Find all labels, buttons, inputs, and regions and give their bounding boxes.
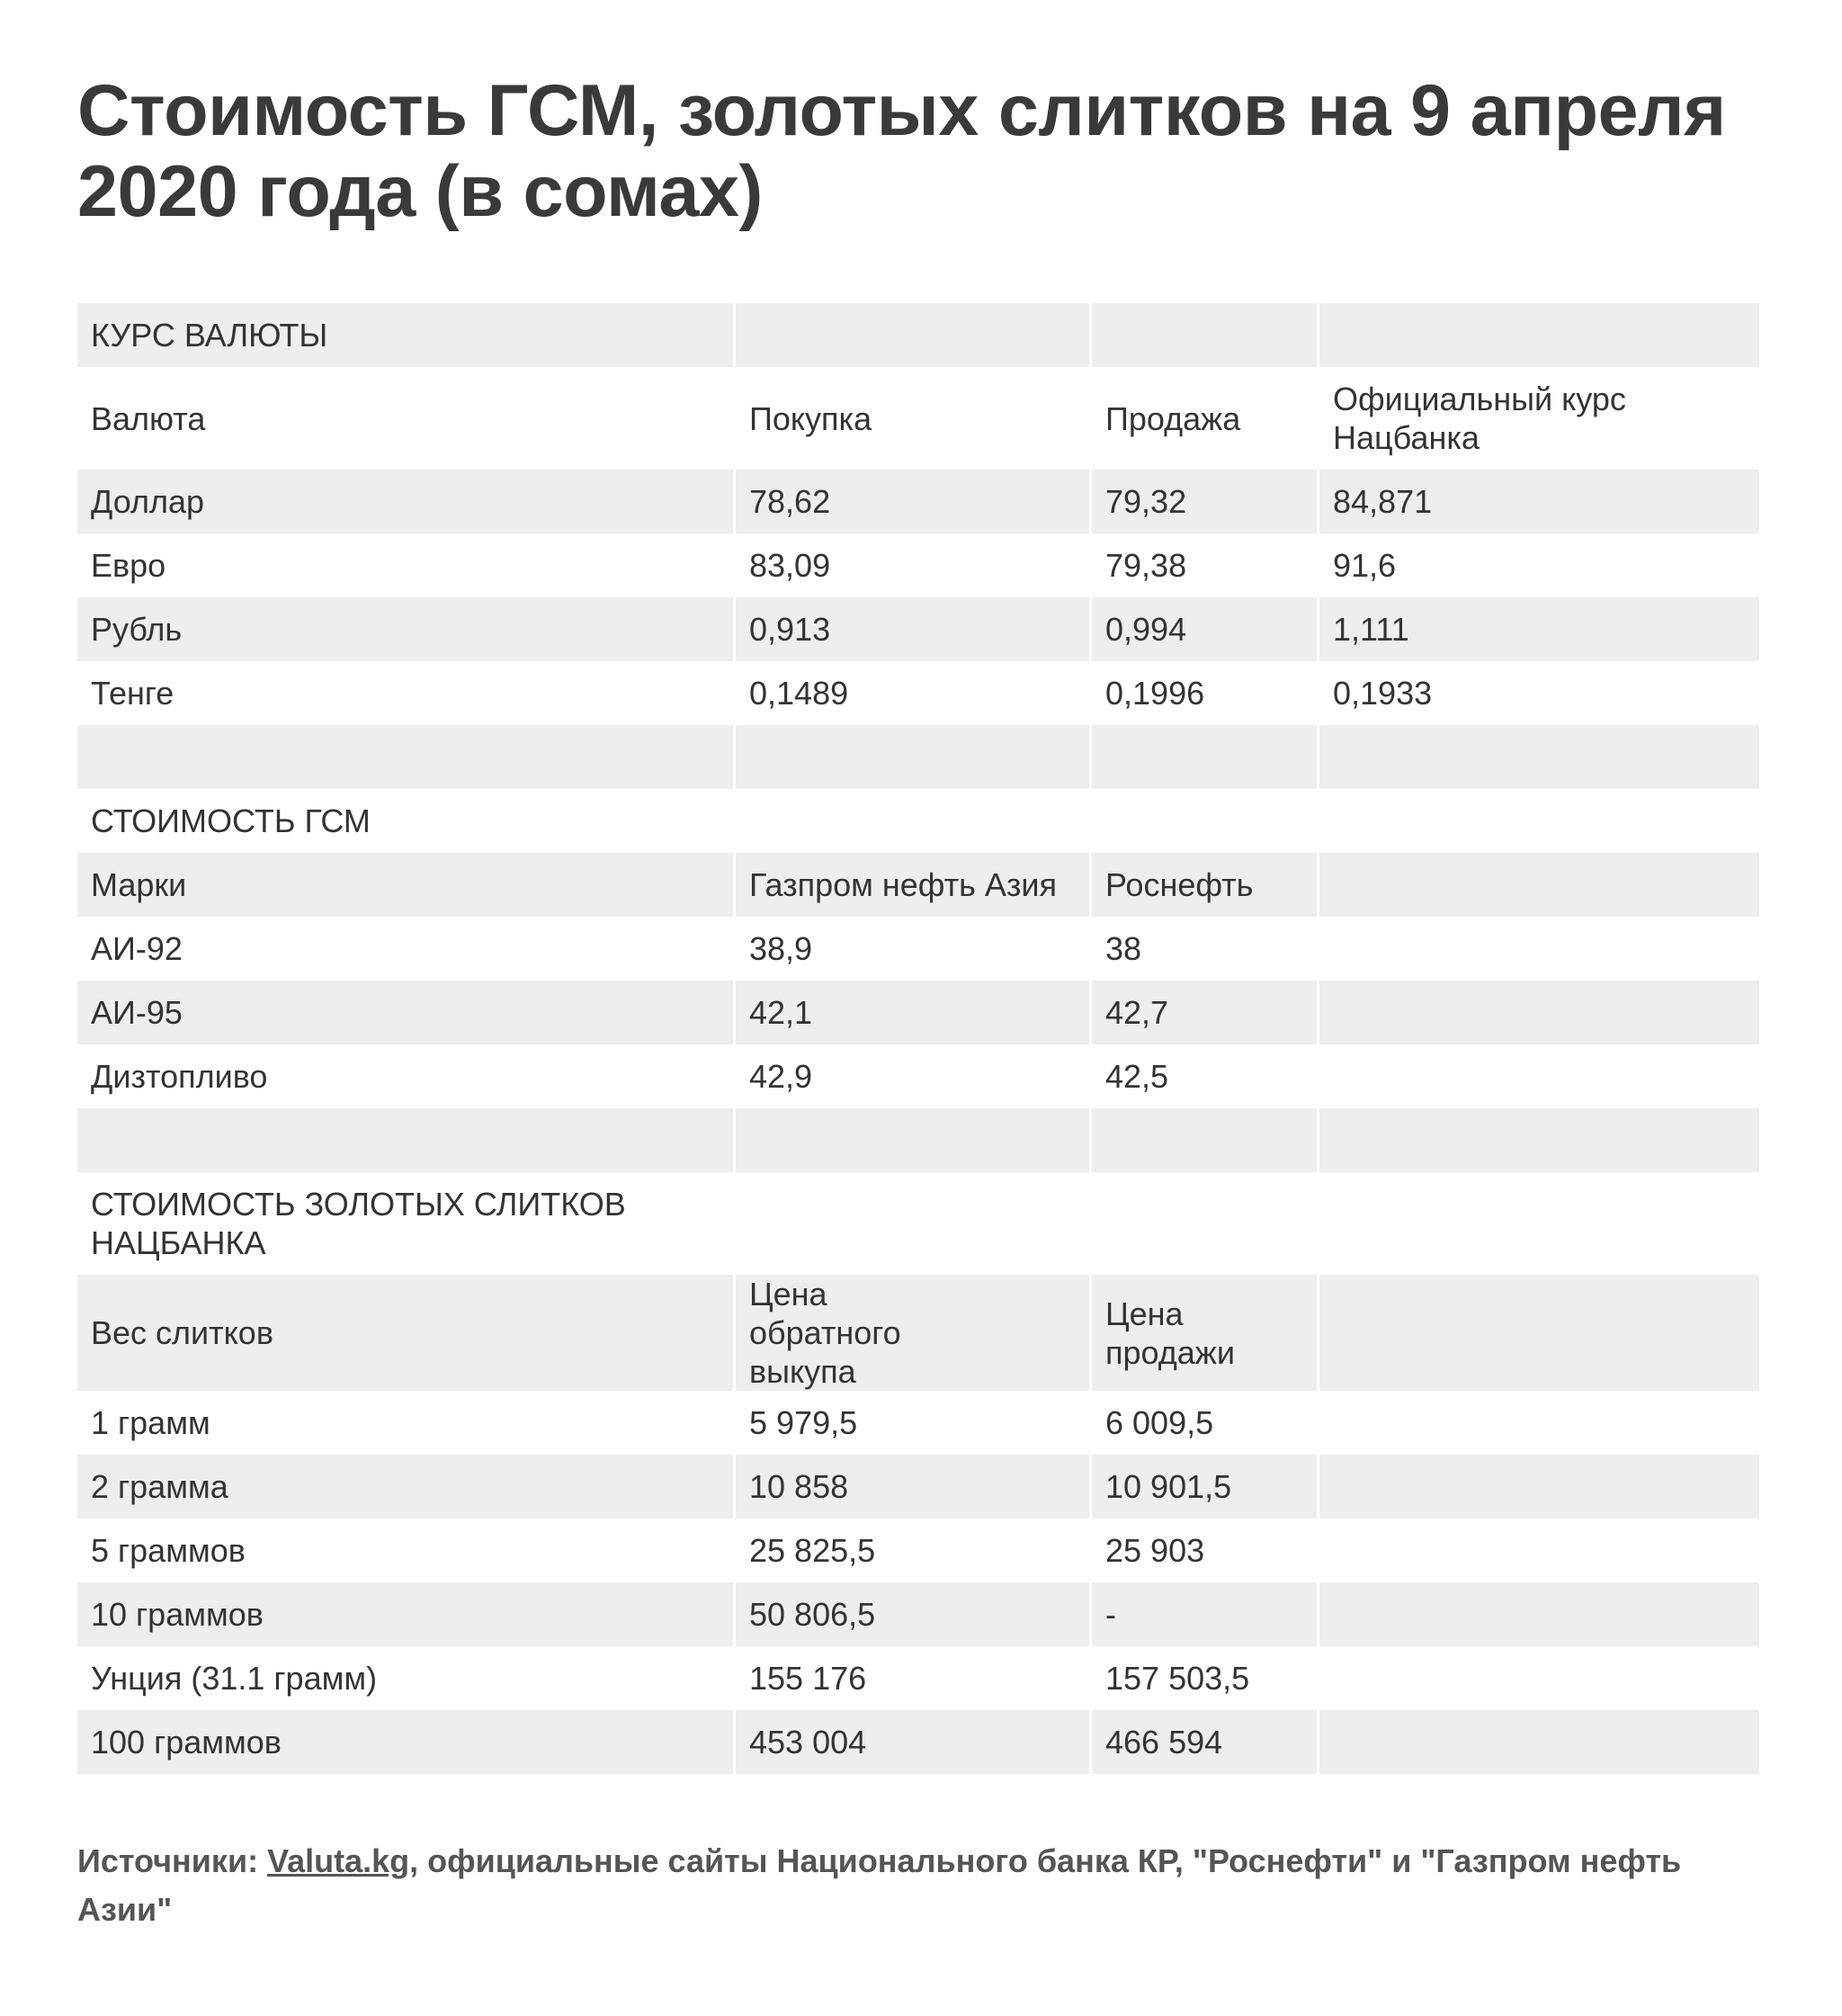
table-cell: 25 903 [1092, 1519, 1319, 1582]
sources-prefix: Источники: [77, 1842, 268, 1879]
section-row-currency [77, 303, 1759, 367]
table-cell: 42,9 [736, 1044, 1092, 1108]
table-cell: 10 граммов [77, 1582, 736, 1646]
column-header: Валюта [77, 367, 736, 470]
table-cell: 10 901,5 [1092, 1455, 1319, 1519]
sources-note [77, 1837, 1768, 1934]
spacer-row [77, 725, 1759, 789]
column-header: Официальный курс Нацбанка [1319, 367, 1759, 470]
column-header: Вес слитков [77, 1275, 736, 1391]
table-cell: Доллар [77, 470, 736, 533]
table-cell [1319, 1646, 1759, 1710]
column-header: Газпром нефть Азия [736, 853, 1092, 917]
table-cell: 50 806,5 [736, 1582, 1092, 1646]
table-cell: 83,09 [736, 533, 1092, 597]
table-cell: 38 [1092, 917, 1319, 981]
table-cell: 0,913 [736, 597, 1092, 661]
table-cell: Дизтопливо [77, 1044, 736, 1108]
column-header: Марки [77, 853, 736, 917]
table-cell [1319, 1455, 1759, 1519]
table-cell: 78,62 [736, 470, 1092, 533]
table-cell: 42,7 [1092, 981, 1319, 1044]
section-label-currency: КУРС ВАЛЮТЫ [77, 303, 736, 367]
section-label-fuel: СТОИМОСТЬ ГСМ [77, 789, 736, 853]
table-cell: 25 825,5 [736, 1519, 1092, 1582]
table-cell: 157 503,5 [1092, 1646, 1319, 1710]
table-cell [1319, 1582, 1759, 1646]
page-title: Стоимость ГСМ, золотых слитков на 9 апреля 2020 года (в сомах) [77, 70, 1726, 232]
table-row [77, 661, 1759, 725]
table-cell: 38,9 [736, 917, 1092, 981]
table-row [77, 533, 1759, 597]
table-cell: АИ-92 [77, 917, 736, 981]
column-header: Цена продажи [1092, 1275, 1319, 1391]
table-cell: 10 858 [736, 1455, 1092, 1519]
table-cell: Рубль [77, 597, 736, 661]
table-header-row [77, 853, 1759, 917]
table-row [77, 1455, 1759, 1519]
table-cell: - [1092, 1582, 1319, 1646]
table-cell [1319, 1710, 1759, 1774]
table-cell: 42,1 [736, 981, 1092, 1044]
table-cell [1319, 1519, 1759, 1582]
table-cell: Тенге [77, 661, 736, 725]
sources-suffix: , официальные сайты Национального банка КР, "Роснефти" и "Газпром нефть Азии" [77, 1842, 1682, 1928]
table-cell: 2 грамма [77, 1455, 736, 1519]
table-cell: 1 грамм [77, 1391, 736, 1455]
table-cell: Унция (31.1 грамм) [77, 1646, 736, 1710]
table-cell [1319, 981, 1759, 1044]
table-cell: 79,32 [1092, 470, 1319, 533]
table-cell: 466 594 [1092, 1710, 1319, 1774]
table-cell: 79,38 [1092, 533, 1319, 597]
column-header [1319, 853, 1759, 917]
table-header-row [77, 1275, 1759, 1391]
table-cell: 155 176 [736, 1646, 1092, 1710]
column-header: Роснефть [1092, 853, 1319, 917]
table-cell [1319, 1044, 1759, 1108]
rates-table [77, 303, 1759, 1774]
table-row [77, 1391, 1759, 1455]
table-cell: 42,5 [1092, 1044, 1319, 1108]
column-header: Цена обратного выкупа [736, 1275, 1092, 1391]
table-cell [1319, 917, 1759, 981]
table-cell: 453 004 [736, 1710, 1092, 1774]
table-row [77, 1582, 1759, 1646]
section-row-fuel [77, 789, 1759, 853]
table-cell: АИ-95 [77, 981, 736, 1044]
table-row [77, 1519, 1759, 1582]
table-cell: 5 979,5 [736, 1391, 1092, 1455]
table-cell: Евро [77, 533, 736, 597]
table-row [77, 1044, 1759, 1108]
table-row [77, 1710, 1759, 1774]
column-header: Покупка [736, 367, 1092, 470]
table-cell: 91,6 [1319, 533, 1759, 597]
table-cell: 0,1996 [1092, 661, 1319, 725]
column-header: Продажа [1092, 367, 1319, 470]
table-row [77, 597, 1759, 661]
spacer-row [77, 1108, 1759, 1172]
column-header [1319, 1275, 1759, 1391]
table-cell: 1,111 [1319, 597, 1759, 661]
section-row-gold [77, 1172, 1759, 1275]
table-cell: 6 009,5 [1092, 1391, 1319, 1455]
table-cell: 0,1489 [736, 661, 1092, 725]
section-label-gold: СТОИМОСТЬ ЗОЛОТЫХ СЛИТКОВ НАЦБАНКА [77, 1172, 736, 1275]
table-row [77, 917, 1759, 981]
table-header-row [77, 367, 1759, 470]
table-cell [1319, 1391, 1759, 1455]
table-row [77, 470, 1759, 533]
table-cell: 0,1933 [1319, 661, 1759, 725]
table-cell: 5 граммов [77, 1519, 736, 1582]
table-cell: 84,871 [1319, 470, 1759, 533]
table-cell: 100 граммов [77, 1710, 736, 1774]
table-row [77, 981, 1759, 1044]
valuta-kg-link[interactable]: Valuta.kg [267, 1842, 410, 1879]
table-row [77, 1646, 1759, 1710]
table-cell: 0,994 [1092, 597, 1319, 661]
